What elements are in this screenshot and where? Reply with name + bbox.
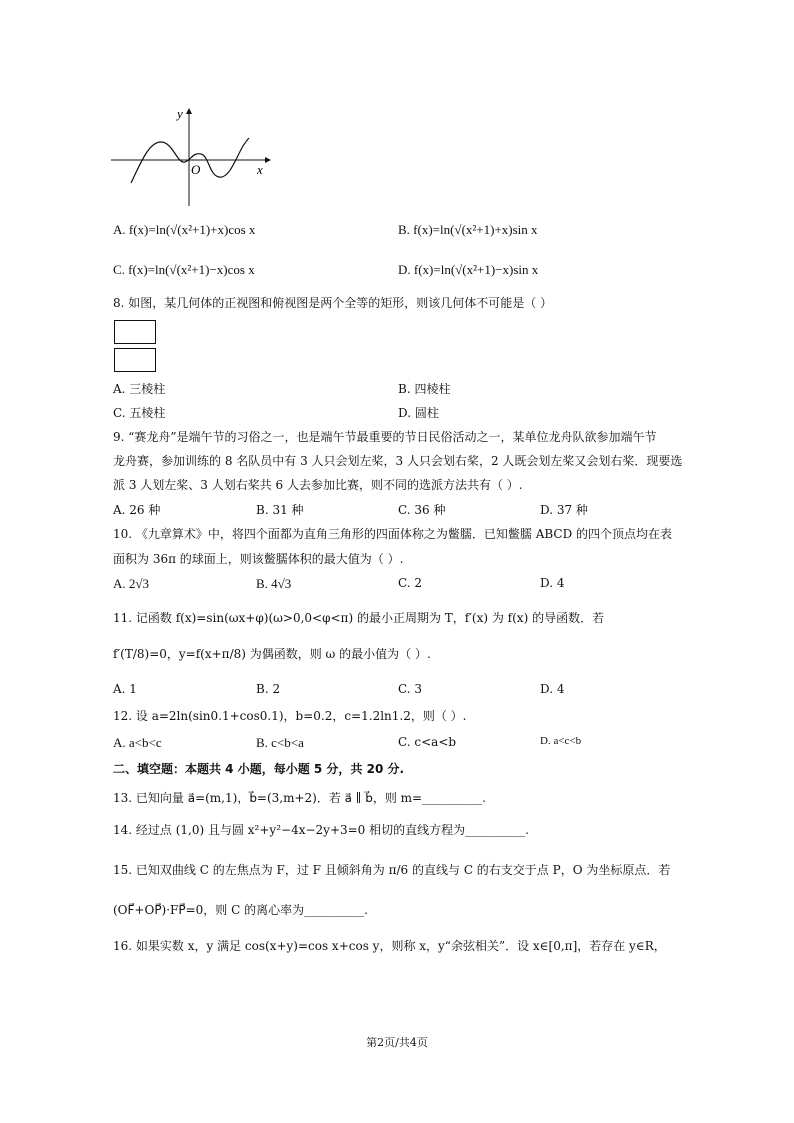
q10-option-c: C. 2 xyxy=(398,576,423,590)
y-axis-label: y xyxy=(177,106,183,121)
q15-line-1: 15. 已知双曲线 C 的左焦点为 F，过 F 且倾斜角为 π/6 的直线与 C 的右支交于点 P，O 为坐标原点．若 xyxy=(113,863,671,877)
q11-option-b: B. 2 xyxy=(256,682,281,696)
top-view-rectangle xyxy=(114,348,156,372)
q7-option-a: A. f(x)=ln(√(x²+1)+x)cos x xyxy=(113,222,256,237)
q16: 16. 如果实数 x，y 满足 cos(x+y)=cos x+cos y，则称 x，y“余弦相关”．设 x∈[0,π]，若存在 y∈R， xyxy=(113,939,666,953)
q11-line-2: f′(T/8)=0，y=f(x+π/8) 为偶函数，则 ω 的最小值为（ ）. xyxy=(113,647,431,661)
q12-stem: 12. 设 a=2ln(sin0.1+cos0.1)，b=0.2，c=1.2ln1.2，则（ ）. xyxy=(113,709,467,723)
q8-option-c: C. 五棱柱 xyxy=(113,406,166,420)
q7-option-d: D. f(x)=ln(√(x²+1)−x)sin x xyxy=(398,262,539,277)
section-heading-fill-in: 二、填空题：本题共 4 小题，每小题 5 分，共 20 分. xyxy=(113,762,405,776)
x-axis-label: x xyxy=(257,162,263,177)
q7-option-c: C. f(x)=ln(√(x²+1)−x)cos x xyxy=(113,262,255,277)
q8-option-a: A. 三棱柱 xyxy=(113,382,166,396)
q12-option-b: B. c<b<a xyxy=(256,735,304,750)
origin-label: O xyxy=(191,162,201,177)
y-axis-arrow xyxy=(186,108,192,114)
q12-option-a: A. a<b<c xyxy=(113,735,162,750)
q11-option-a: A. 1 xyxy=(113,682,137,696)
function-graph xyxy=(105,100,275,210)
q11-option-d: D. 4 xyxy=(540,682,565,696)
q12-option-d: D. a<c<b xyxy=(540,735,582,747)
q10-option-a: A. 2√3 xyxy=(113,576,150,591)
q14: 14. 经过点 (1,0) 且与圆 x²+y²−4x−2y+3=0 相切的直线方程为__________. xyxy=(113,823,529,837)
q10-option-b: B. 4√3 xyxy=(256,576,292,591)
q9-line-3: 派 3 人划左桨、3 人划右桨共 6 人去参加比赛，则不同的选派方法共有（ ）. xyxy=(113,478,523,492)
q9-option-b: B. 31 种 xyxy=(256,503,304,517)
q9-option-a: A. 26 种 xyxy=(113,503,161,517)
q8-stem: 8. 如图，某几何体的正视图和俯视图是两个全等的矩形，则该几何体不可能是（ ） xyxy=(113,296,553,310)
q10-line-2: 面积为 36π 的球面上，则该鳖臑体积的最大值为（ ）. xyxy=(113,552,404,566)
q10-line-1: 10. 《九章算术》中，将四个面都为直角三角形的四面体称之为鳖臑．已知鳖臑 ABCD 的四个顶点均在表 xyxy=(113,527,673,541)
q11-option-c: C. 3 xyxy=(398,682,423,696)
page-number: 第2页/共4页 xyxy=(366,1036,428,1049)
q11-line-1: 11. 记函数 f(x)=sin(ωx+φ)(ω>0,0<φ<π) 的最小正周期为 T，f′(x) 为 f(x) 的导函数．若 xyxy=(113,611,605,625)
q12-option-c: C. c<a<b xyxy=(398,735,457,749)
q7-option-b: B. f(x)=ln(√(x²+1)+x)sin x xyxy=(398,222,538,237)
q9-option-c: C. 36 种 xyxy=(398,503,446,517)
x-axis-arrow xyxy=(265,157,271,163)
front-view-rectangle xyxy=(114,320,156,344)
q10-option-d: D. 4 xyxy=(540,576,565,590)
q9-line-1: 9. “赛龙舟”是端午节的习俗之一，也是端午节最重要的节日民俗活动之一，某单位龙舟队欲参加端午节 xyxy=(113,430,657,444)
q15-line-2: (OF⃗+OP⃗)·FP⃗=0，则 C 的离心率为__________. xyxy=(113,903,368,917)
q9-option-d: D. 37 种 xyxy=(540,503,588,517)
q8-option-d: D. 圆柱 xyxy=(398,406,439,420)
q9-line-2: 龙舟赛，参加训练的 8 名队员中有 3 人只会划左桨，3 人只会划右桨，2 人既会划左桨又会划右桨．现要选 xyxy=(113,454,683,468)
q8-option-b: B. 四棱柱 xyxy=(398,382,451,396)
q13: 13. 已知向量 a⃗=(m,1)，b⃗=(3,m+2)．若 a⃗ ∥ b⃗，则 m=__________. xyxy=(113,791,486,805)
